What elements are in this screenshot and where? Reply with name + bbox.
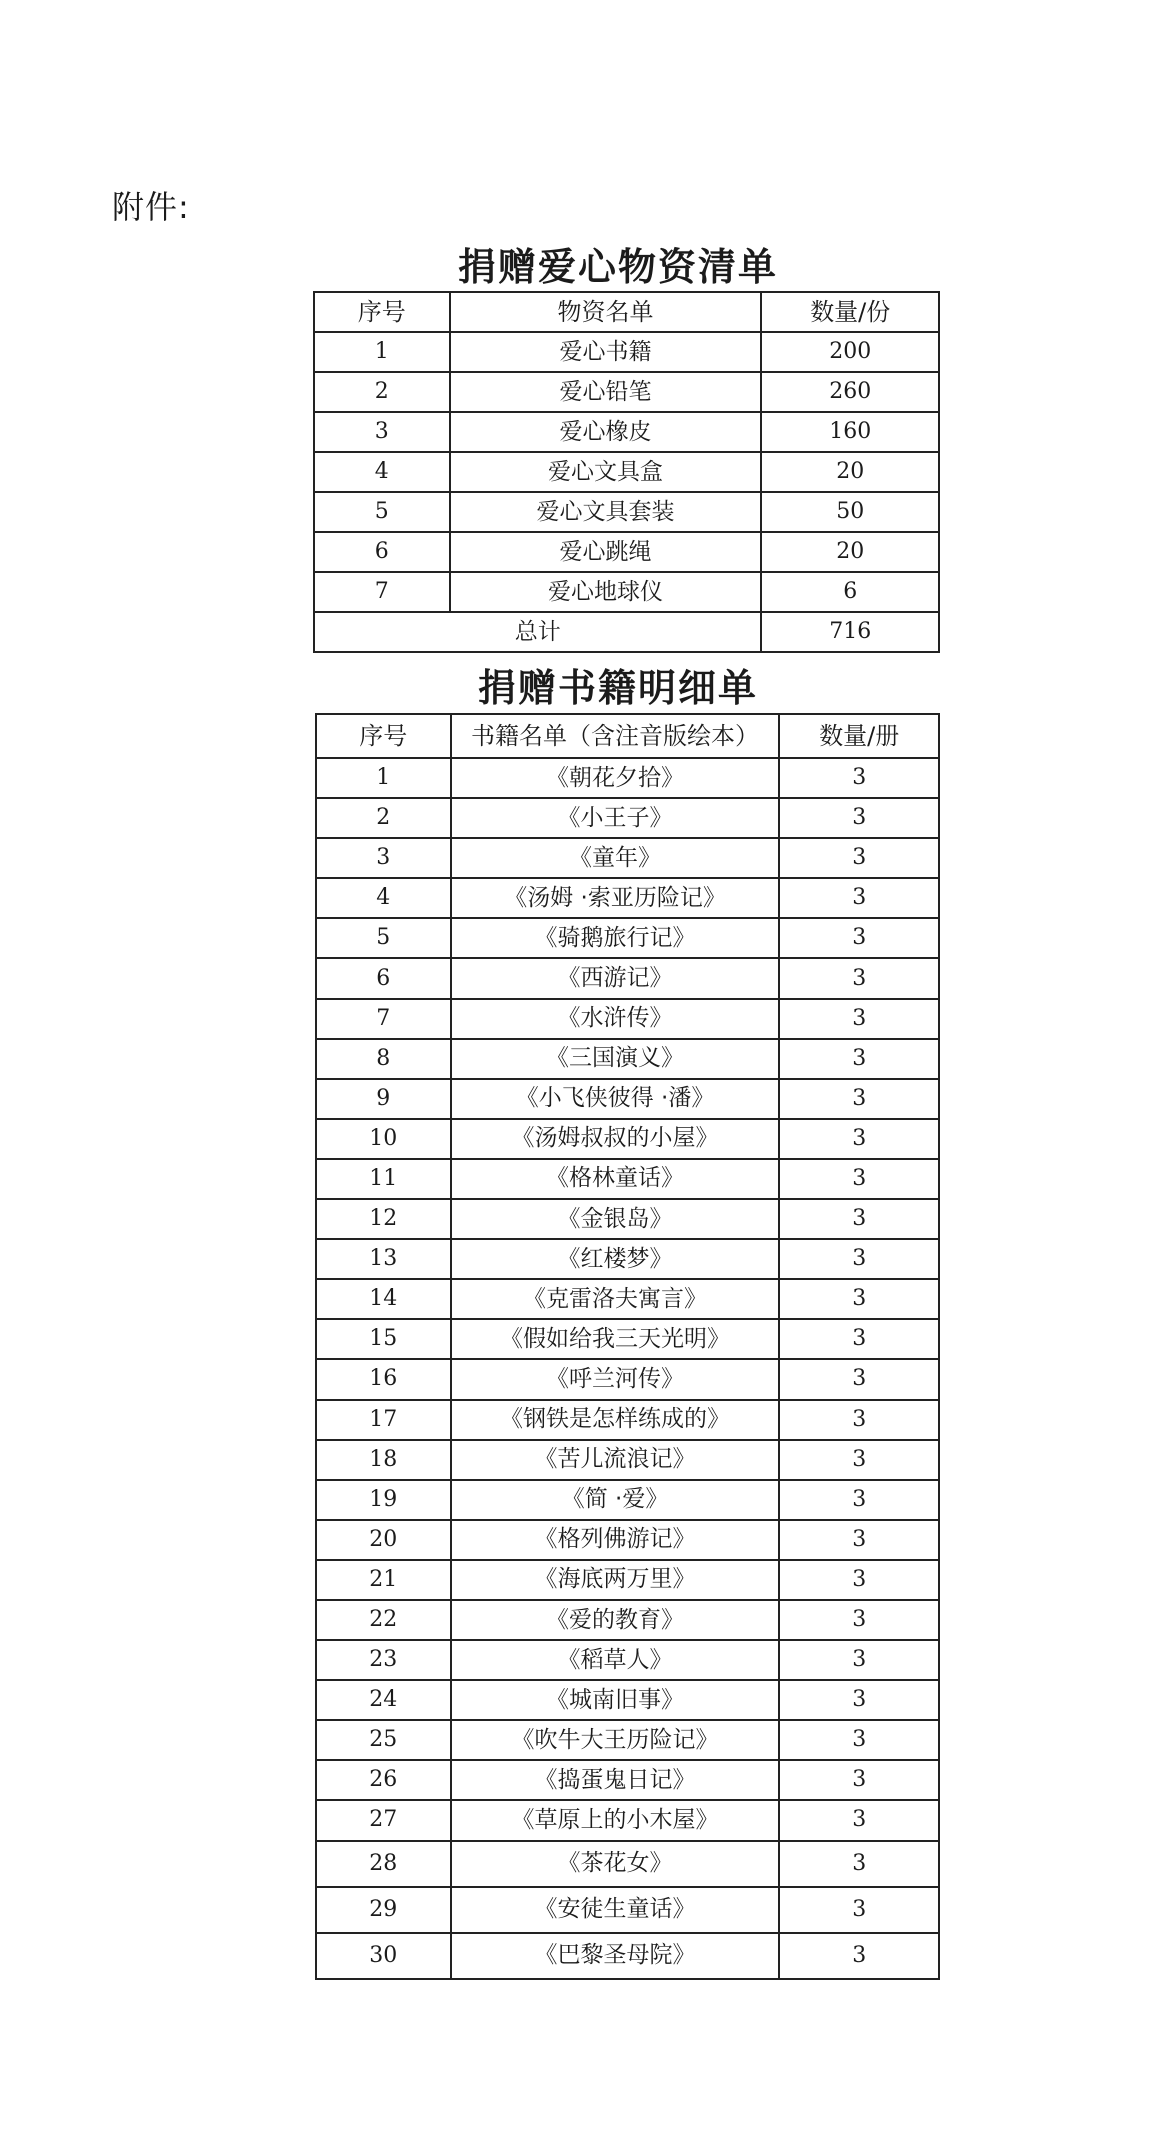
row-qty: 3: [779, 1760, 939, 1800]
row-name: 《简 ·爱》: [451, 1480, 780, 1520]
row-qty: 3: [779, 1359, 939, 1399]
row-no: 6: [316, 958, 451, 998]
table-row: [316, 1199, 939, 1239]
row-name: 爱心书籍: [450, 332, 762, 372]
attachment-label: 附件:: [112, 188, 190, 226]
row-name: 《假如给我三天光明》: [451, 1319, 780, 1359]
table-row: [316, 1560, 939, 1600]
row-qty: 3: [779, 1841, 939, 1887]
column-header-qty: 数量/份: [761, 292, 939, 332]
table-row: [316, 798, 939, 838]
table-row: [316, 1279, 939, 1319]
row-qty: 20: [761, 452, 939, 492]
table-row: [316, 1159, 939, 1199]
row-name: 《城南旧事》: [451, 1680, 780, 1720]
row-name: 爱心文具套装: [450, 492, 762, 532]
table-row: [316, 1841, 939, 1887]
table-row: [316, 999, 939, 1039]
row-qty: 3: [779, 1279, 939, 1319]
table-row: [314, 532, 939, 572]
row-qty: 3: [779, 958, 939, 998]
row-name: 《骑鹅旅行记》: [451, 918, 780, 958]
row-qty: 50: [761, 492, 939, 532]
row-qty: 20: [761, 532, 939, 572]
row-name: 《三国演义》: [451, 1039, 780, 1079]
table-row: [316, 1680, 939, 1720]
row-name: 《格林童话》: [451, 1159, 780, 1199]
table-row: [316, 878, 939, 918]
row-qty: 3: [779, 1039, 939, 1079]
row-name: 《汤姆叔叔的小屋》: [451, 1119, 780, 1159]
table-row: [314, 412, 939, 452]
row-name: 《克雷洛夫寓言》: [451, 1279, 780, 1319]
row-name: 《呼兰河传》: [451, 1359, 780, 1399]
row-name: 《朝花夕拾》: [451, 758, 780, 798]
row-name: 《茶花女》: [451, 1841, 780, 1887]
row-name: 《苦儿流浪记》: [451, 1440, 780, 1480]
row-name: 《小王子》: [451, 798, 780, 838]
row-name: 《金银岛》: [451, 1199, 780, 1239]
row-qty: 3: [779, 1680, 939, 1720]
row-no: 28: [316, 1841, 451, 1887]
row-qty: 3: [779, 1400, 939, 1440]
row-qty: 160: [761, 412, 939, 452]
row-qty: 3: [779, 1239, 939, 1279]
row-no: 27: [316, 1800, 451, 1840]
row-no: 22: [316, 1600, 451, 1640]
row-no: 4: [316, 878, 451, 918]
row-no: 13: [316, 1239, 451, 1279]
column-header-name: 物资名单: [450, 292, 762, 332]
row-no: 12: [316, 1199, 451, 1239]
table-row: [316, 1359, 939, 1399]
row-qty: 3: [779, 1800, 939, 1840]
column-header-no: 序号: [314, 292, 450, 332]
row-qty: 3: [779, 1199, 939, 1239]
row-name: 爱心橡皮: [450, 412, 762, 452]
total-value: 716: [761, 612, 939, 652]
table-row: [316, 1319, 939, 1359]
row-no: 15: [316, 1319, 451, 1359]
row-qty: 3: [779, 838, 939, 878]
table-row: [316, 1800, 939, 1840]
goods-list-table: [313, 291, 940, 653]
row-qty: 3: [779, 1480, 939, 1520]
row-name: 《小飞侠彼得 ·潘》: [451, 1079, 780, 1119]
row-no: 3: [314, 412, 450, 452]
row-no: 7: [316, 999, 451, 1039]
row-no: 14: [316, 1279, 451, 1319]
row-no: 20: [316, 1520, 451, 1560]
row-name: 《红楼梦》: [451, 1239, 780, 1279]
row-name: 《捣蛋鬼日记》: [451, 1760, 780, 1800]
row-name: 《格列佛游记》: [451, 1520, 780, 1560]
row-name: 爱心铅笔: [450, 372, 762, 412]
table-row: [314, 492, 939, 532]
row-qty: 3: [779, 999, 939, 1039]
row-qty: 3: [779, 1600, 939, 1640]
row-qty: 260: [761, 372, 939, 412]
row-qty: 3: [779, 1079, 939, 1119]
row-qty: 3: [779, 1720, 939, 1760]
table-row: [316, 958, 939, 998]
book-list-table: [315, 713, 940, 1980]
row-no: 24: [316, 1680, 451, 1720]
row-no: 10: [316, 1119, 451, 1159]
row-no: 25: [316, 1720, 451, 1760]
row-no: 29: [316, 1887, 451, 1933]
row-qty: 3: [779, 1640, 939, 1680]
book-list-title: 捐赠书籍明细单: [477, 666, 758, 710]
table-row: [316, 1239, 939, 1279]
total-label: 总计: [314, 612, 761, 652]
row-name: 爱心地球仪: [450, 572, 762, 612]
row-qty: 3: [779, 1440, 939, 1480]
row-no: 1: [316, 758, 451, 798]
column-header-name: 书籍名单（含注音版绘本）: [451, 714, 780, 758]
row-name: 《汤姆 ·索亚历险记》: [451, 878, 780, 918]
row-no: 1: [314, 332, 450, 372]
table-row: [316, 1887, 939, 1933]
table-row: [316, 918, 939, 958]
table-row: [316, 1400, 939, 1440]
row-no: 19: [316, 1480, 451, 1520]
row-no: 17: [316, 1400, 451, 1440]
row-no: 30: [316, 1933, 451, 1979]
row-name: 《稻草人》: [451, 1640, 780, 1680]
row-qty: 3: [779, 1159, 939, 1199]
goods-list-title: 捐赠爱心物资清单: [457, 245, 778, 289]
row-name: 《安徒生童话》: [451, 1887, 780, 1933]
row-no: 16: [316, 1359, 451, 1399]
row-qty: 3: [779, 1887, 939, 1933]
row-no: 4: [314, 452, 450, 492]
table-header-row: [314, 292, 939, 332]
table-row: [316, 1520, 939, 1560]
row-qty: 3: [779, 918, 939, 958]
row-no: 2: [316, 798, 451, 838]
row-name: 《童年》: [451, 838, 780, 878]
table-row: [314, 452, 939, 492]
table-row: [316, 1760, 939, 1800]
table-row: [316, 1440, 939, 1480]
row-name: 《巴黎圣母院》: [451, 1933, 780, 1979]
row-qty: 3: [779, 1520, 939, 1560]
table-row: [316, 1600, 939, 1640]
table-header-row: [316, 714, 939, 758]
table-row: [314, 572, 939, 612]
row-qty: 3: [779, 1319, 939, 1359]
table-total-row: [314, 612, 939, 652]
row-no: 8: [316, 1039, 451, 1079]
row-no: 6: [314, 532, 450, 572]
row-no: 5: [314, 492, 450, 532]
table-row: [316, 1079, 939, 1119]
row-qty: 3: [779, 878, 939, 918]
row-no: 26: [316, 1760, 451, 1800]
row-no: 11: [316, 1159, 451, 1199]
table-row: [316, 1480, 939, 1520]
row-qty: 3: [779, 798, 939, 838]
row-name: 爱心文具盒: [450, 452, 762, 492]
row-name: 《西游记》: [451, 958, 780, 998]
row-no: 7: [314, 572, 450, 612]
row-no: 21: [316, 1560, 451, 1600]
row-qty: 6: [761, 572, 939, 612]
table-row: [316, 758, 939, 798]
row-name: 《水浒传》: [451, 999, 780, 1039]
row-name: 《吹牛大王历险记》: [451, 1720, 780, 1760]
table-row: [316, 838, 939, 878]
row-no: 23: [316, 1640, 451, 1680]
column-header-no: 序号: [316, 714, 451, 758]
row-name: 爱心跳绳: [450, 532, 762, 572]
row-no: 3: [316, 838, 451, 878]
row-name: 《钢铁是怎样练成的》: [451, 1400, 780, 1440]
row-qty: 3: [779, 1119, 939, 1159]
table-row: [316, 1933, 939, 1979]
row-name: 《草原上的小木屋》: [451, 1800, 780, 1840]
row-qty: 3: [779, 1933, 939, 1979]
table-row: [316, 1039, 939, 1079]
row-no: 9: [316, 1079, 451, 1119]
row-qty: 200: [761, 332, 939, 372]
row-qty: 3: [779, 1560, 939, 1600]
table-row: [316, 1119, 939, 1159]
row-name: 《海底两万里》: [451, 1560, 780, 1600]
row-name: 《爱的教育》: [451, 1600, 780, 1640]
row-qty: 3: [779, 758, 939, 798]
table-row: [314, 332, 939, 372]
table-row: [316, 1720, 939, 1760]
table-row: [316, 1640, 939, 1680]
row-no: 2: [314, 372, 450, 412]
table-row: [314, 372, 939, 412]
column-header-qty: 数量/册: [779, 714, 939, 758]
row-no: 5: [316, 918, 451, 958]
row-no: 18: [316, 1440, 451, 1480]
